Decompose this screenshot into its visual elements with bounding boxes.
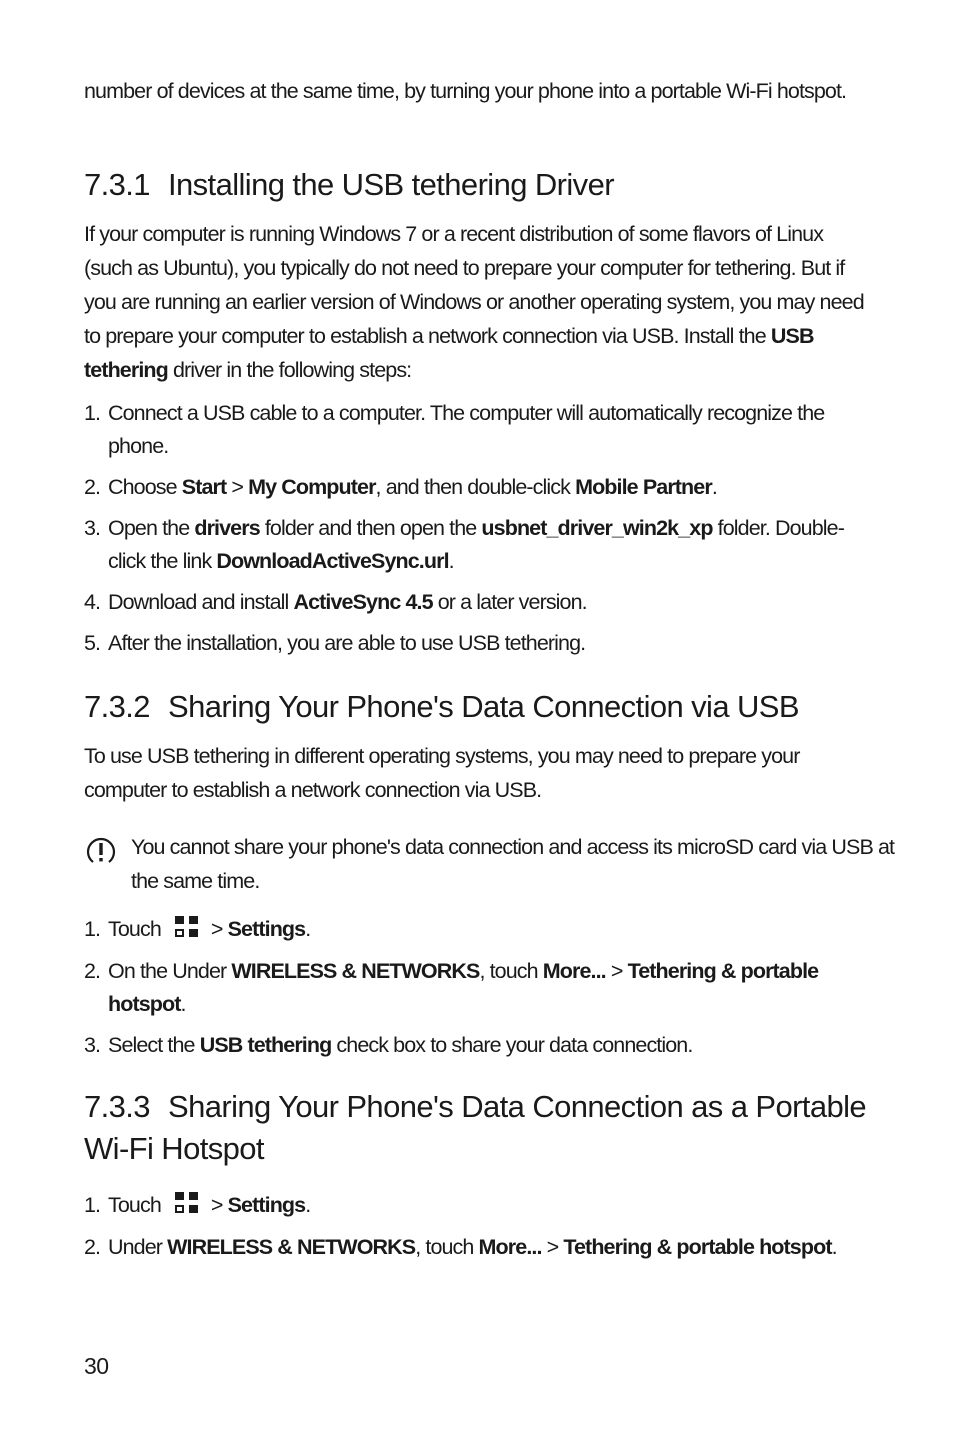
list-item <box>84 1231 874 1264</box>
section-heading-7-3-2 <box>84 686 870 728</box>
step-text: > <box>226 475 249 499</box>
step-text: . <box>448 549 454 573</box>
step-number: 5. <box>84 631 101 655</box>
intro-paragraph: number of devices at the same time, by turning your phone into a portable Wi-Fi hotspot. <box>84 79 847 103</box>
step-number: 1. <box>84 917 101 941</box>
step-number: 4. <box>84 590 101 614</box>
step-number: 2. <box>84 1235 101 1259</box>
list-item <box>84 627 874 660</box>
step-text: > <box>210 917 228 941</box>
note-box <box>84 830 907 898</box>
step-text: folder and then open the <box>259 516 482 540</box>
step-text: Open the <box>108 516 195 540</box>
steps-list <box>84 1189 874 1264</box>
step-text: . <box>180 992 186 1016</box>
list-item <box>84 913 874 946</box>
caution-icon <box>84 835 118 865</box>
section-heading-7-3-3 <box>84 1086 874 1170</box>
bold-term: Tethering & portable hotspot <box>108 959 819 1016</box>
bold-term: Tethering & portable hotspot <box>563 1235 832 1259</box>
section-paragraph: To use USB tethering in different operating systems, you may need to prepare your computer to establish a network connection via USB. <box>84 744 800 802</box>
bold-term: Mobile Partner <box>575 475 712 499</box>
step-text: . <box>711 475 717 499</box>
section-number: 7.3.1 <box>84 167 150 202</box>
list-item <box>84 1029 874 1062</box>
step-text: . <box>305 1193 311 1217</box>
step-text: Touch <box>108 1193 161 1217</box>
step-number: 3. <box>84 516 101 540</box>
list-item <box>84 586 874 619</box>
step-text: folder. Double-click the link <box>108 516 844 573</box>
list-item <box>84 512 874 578</box>
app-grid-icon <box>175 916 201 940</box>
section-title: Sharing Your Phone's Data Connection via USB <box>168 689 799 724</box>
step-text: . <box>831 1235 837 1259</box>
step-text: Touch <box>108 917 161 941</box>
bold-term: usbnet_driver_win2k_xp <box>481 516 713 540</box>
section-heading-7-3-1 <box>84 164 870 206</box>
step-text: On the Under <box>108 959 232 983</box>
section-number: 7.3.2 <box>84 689 150 724</box>
step-number: 2. <box>84 475 101 499</box>
list-item <box>84 397 874 463</box>
paragraph-text: If your computer is running Windows 7 or a recent distribution of some flavors of Linux (such as Ubuntu), you typically do not need to prepare your computer for tethering. But if you are running an earlier version of Windows or another operating system, you may need to prepare your computer to establish a network connection via USB. Install the <box>84 222 864 348</box>
bold-term: DownloadActiveSync.url <box>216 549 449 573</box>
bold-term: WIRELESS & NETWORKS <box>167 1235 416 1259</box>
bold-term: USB tethering <box>84 324 814 382</box>
step-text: Select the <box>108 1033 200 1057</box>
bold-term: USB tethering <box>199 1033 332 1057</box>
app-grid-icon <box>175 1192 201 1216</box>
section-title: Sharing Your Phone's Data Connection as a Portable Wi-Fi Hotspot <box>84 1089 867 1166</box>
steps-list <box>84 397 874 660</box>
step-text: Under <box>108 1235 168 1259</box>
step-number: 3. <box>84 1033 101 1057</box>
list-item <box>84 1189 874 1222</box>
section-number: 7.3.3 <box>84 1089 150 1124</box>
note-text: You cannot share your phone's data connection and access its microSD card via USB at the same time. <box>131 835 895 893</box>
step-text: . <box>305 917 311 941</box>
step-text: , touch <box>479 959 543 983</box>
steps-list <box>84 913 874 1062</box>
bold-term: Settings <box>227 1193 306 1217</box>
step-text: , and then double-click <box>375 475 576 499</box>
step-text: Download and install <box>108 590 294 614</box>
step-number: 1. <box>84 1193 101 1217</box>
bold-term: WIRELESS & NETWORKS <box>231 959 480 983</box>
step-text: > <box>210 1193 228 1217</box>
step-text: After the installation, you are able to use USB tethering. <box>108 631 586 655</box>
section-paragraph <box>84 217 874 387</box>
bold-term: More... <box>542 959 606 983</box>
bold-term: drivers <box>194 516 260 540</box>
bold-term: More... <box>478 1235 542 1259</box>
bold-term: Settings <box>227 917 306 941</box>
section-title: Installing the USB tethering Driver <box>168 167 614 202</box>
bold-term: My Computer <box>248 475 376 499</box>
list-item <box>84 471 874 504</box>
bold-term: Start <box>181 475 227 499</box>
step-text: check box to share your data connection. <box>331 1033 693 1057</box>
step-text: > <box>541 1235 564 1259</box>
step-text: , touch <box>415 1235 479 1259</box>
step-text: Choose <box>108 475 182 499</box>
bold-term: ActiveSync 4.5 <box>293 590 433 614</box>
step-text: > <box>605 959 628 983</box>
step-number: 1. <box>84 401 101 425</box>
step-number: 2. <box>84 959 101 983</box>
list-item <box>84 955 874 1021</box>
page-number: 30 <box>84 1353 109 1379</box>
paragraph-text: driver in the following steps: <box>167 358 412 382</box>
step-text: Connect a USB cable to a computer. The computer will automatically recognize the phone. <box>108 401 825 458</box>
step-text: or a later version. <box>432 590 587 614</box>
